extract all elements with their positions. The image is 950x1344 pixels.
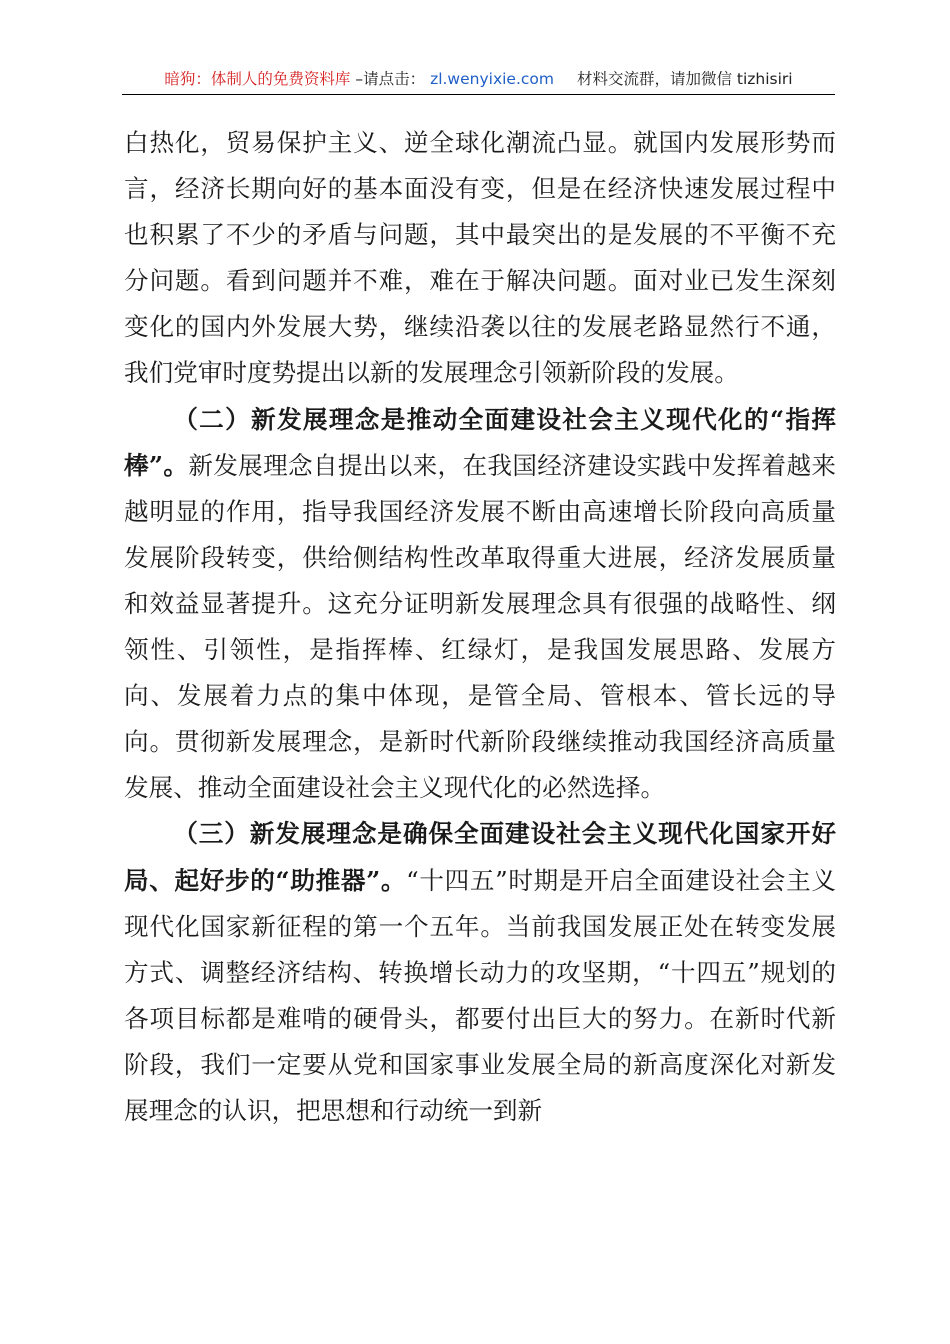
paragraph-text: 新发展理念自提出以来，在我国经济建设实践中发挥着越来越明显的作用，指导我国经济发展不断由高速增长阶段向高质量发展阶段转变，供给侧结构性改革取得重大进展，经济发展质量和效益显著提升。这充分证明新发展理念具有很强的战略性、纲领性、引领性，是指挥棒、红绿灯，是我国发展思路、发展方向、发展着力点的集中体现，是管全局、管根本、管长远的导向。贯彻新发展理念，是新时代新阶段继续推动我国经济高质量发展、推动全面建设社会主义现代化的必然选择。 — [124, 450, 836, 803]
section-heading: （三）新发展理念是确保全面建设社会主义现代化国家开好局、起好步的“助推器”。 — [124, 819, 836, 895]
header-prompt: –请点击： — [355, 70, 426, 88]
header-url-link[interactable]: zl.wenyixie.com — [430, 70, 554, 88]
paragraph-section-3 — [124, 811, 836, 1134]
page-header — [122, 68, 835, 95]
paragraph-section-2 — [124, 397, 836, 812]
paragraph-continuation — [124, 120, 836, 397]
paragraph-text: 白热化，贸易保护主义、逆全球化潮流凸显。就国内发展形势而言，经济长期向好的基本面没有变，但是在经济快速发展过程中也积累了不少的矛盾与问题，其中最突出的是发展的不平衡不充分问题。看到问题并不难，难在于解决问题。面对业已发生深刻变化的国内外发展大势，继续沿袭以往的发展老路显然行不通，我们党审时度势提出以新的发展理念引领新阶段的发展。 — [124, 128, 836, 388]
paragraph-text: “十四五”时期是开启全面建设社会主义现代化国家新征程的第一个五年。当前我国发展正处在转变发展方式、调整经济结构、转换增长动力的攻坚期，“十四五”规划的各项目标都是难啃的硬骨头，都要付出巨大的努力。在新时代新阶段，我们一定要从党和国家事业发展全局的新高度深化对新发展理念的认识，把思想和行动统一到新 — [124, 865, 836, 1125]
section-heading: （二）新发展理念是推动全面建设社会主义现代化的“指挥棒”。 — [124, 404, 836, 480]
document-body — [124, 120, 836, 1134]
header-brand: 暗狗：体制人的免费资料库 — [164, 70, 351, 88]
header-contact: 材料交流群，请加微信 tizhisiri — [576, 70, 793, 88]
